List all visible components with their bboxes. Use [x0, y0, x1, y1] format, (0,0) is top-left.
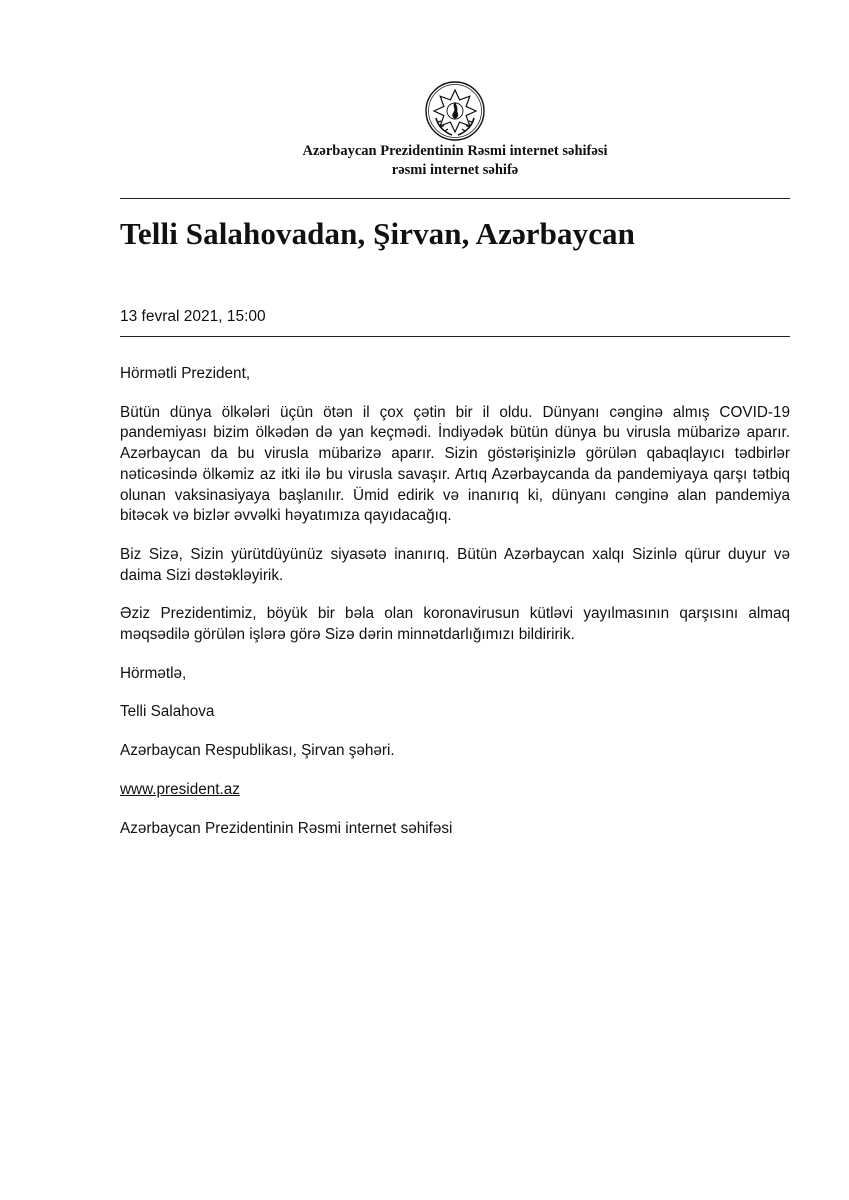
letter-signature: Telli Salahova — [120, 703, 215, 721]
publish-date: 13 fevral 2021, 15:00 — [120, 308, 266, 325]
letter-paragraph: Əziz Prezidentimiz, böyük bir bəla olan koronavirusun kütləvi yayılmasının qarşısını almaq məqsədilə görülən işlərə görə Sizə dərin minnətdarlığımızı bildiririk. — [120, 605, 790, 644]
site-name: Azərbaycan Prezidentinin Rəsmi internet səhifəsi — [302, 143, 608, 159]
letter-paragraph: Bütün dünya ölkələri üçün ötən il çox çətin bir il oldu. Dünyanı cənginə almış COVID-19 pandemiyası bizim ölkədən də yan keçmədi. İndiyədək bütün dünya bu virusla mübarizə aparır. Azərbaycan da bu virusla mübarizə aparır. Sizin göstərişinizlə görülən qabaqlayıcı tədbirlər nəticəsində ölkəmiz az itki ilə bu virusla savaşır. Artıq Azərbaycanda da pandemiyaya qarşı tətbiq olunan vaksinasiyaya başlanılır. Ümid edirik və inanırıq ki, dünyanı cənginə alan pandemiya bitəcək və bizlər əvvəlki həyatımıza qayıdacağıq. — [120, 403, 790, 525]
letter-paragraph: Biz Sizə, Sizin yürütdüyünüz siyasətə inanırıq. Bütün Azərbaycan xalqı Sizinlə qürur duyur və daima Sizi dəstəkləyirik. — [120, 545, 790, 584]
site-header — [120, 142, 790, 180]
azerbaijan-state-emblem-icon — [424, 80, 486, 142]
letter-closing: Hörmətlə, — [120, 664, 187, 682]
letter-body — [120, 364, 790, 857]
letter-location: Azərbaycan Respublikası, Şirvan şəhəri. — [120, 742, 395, 760]
site-subtitle: rəsmi internet səhifə — [391, 162, 519, 178]
letter-greeting: Hörmətli Prezident, — [120, 365, 251, 382]
president-site-link[interactable]: www.president.az — [120, 780, 240, 798]
header-divider — [120, 198, 790, 199]
title-divider — [120, 336, 790, 337]
page-title: Telli Salahovadan, Şirvan, Azərbaycan — [120, 216, 636, 251]
footer-source: Azərbaycan Prezidentinin Rəsmi internet səhifəsi — [120, 819, 453, 837]
footer-link-line — [120, 780, 790, 801]
